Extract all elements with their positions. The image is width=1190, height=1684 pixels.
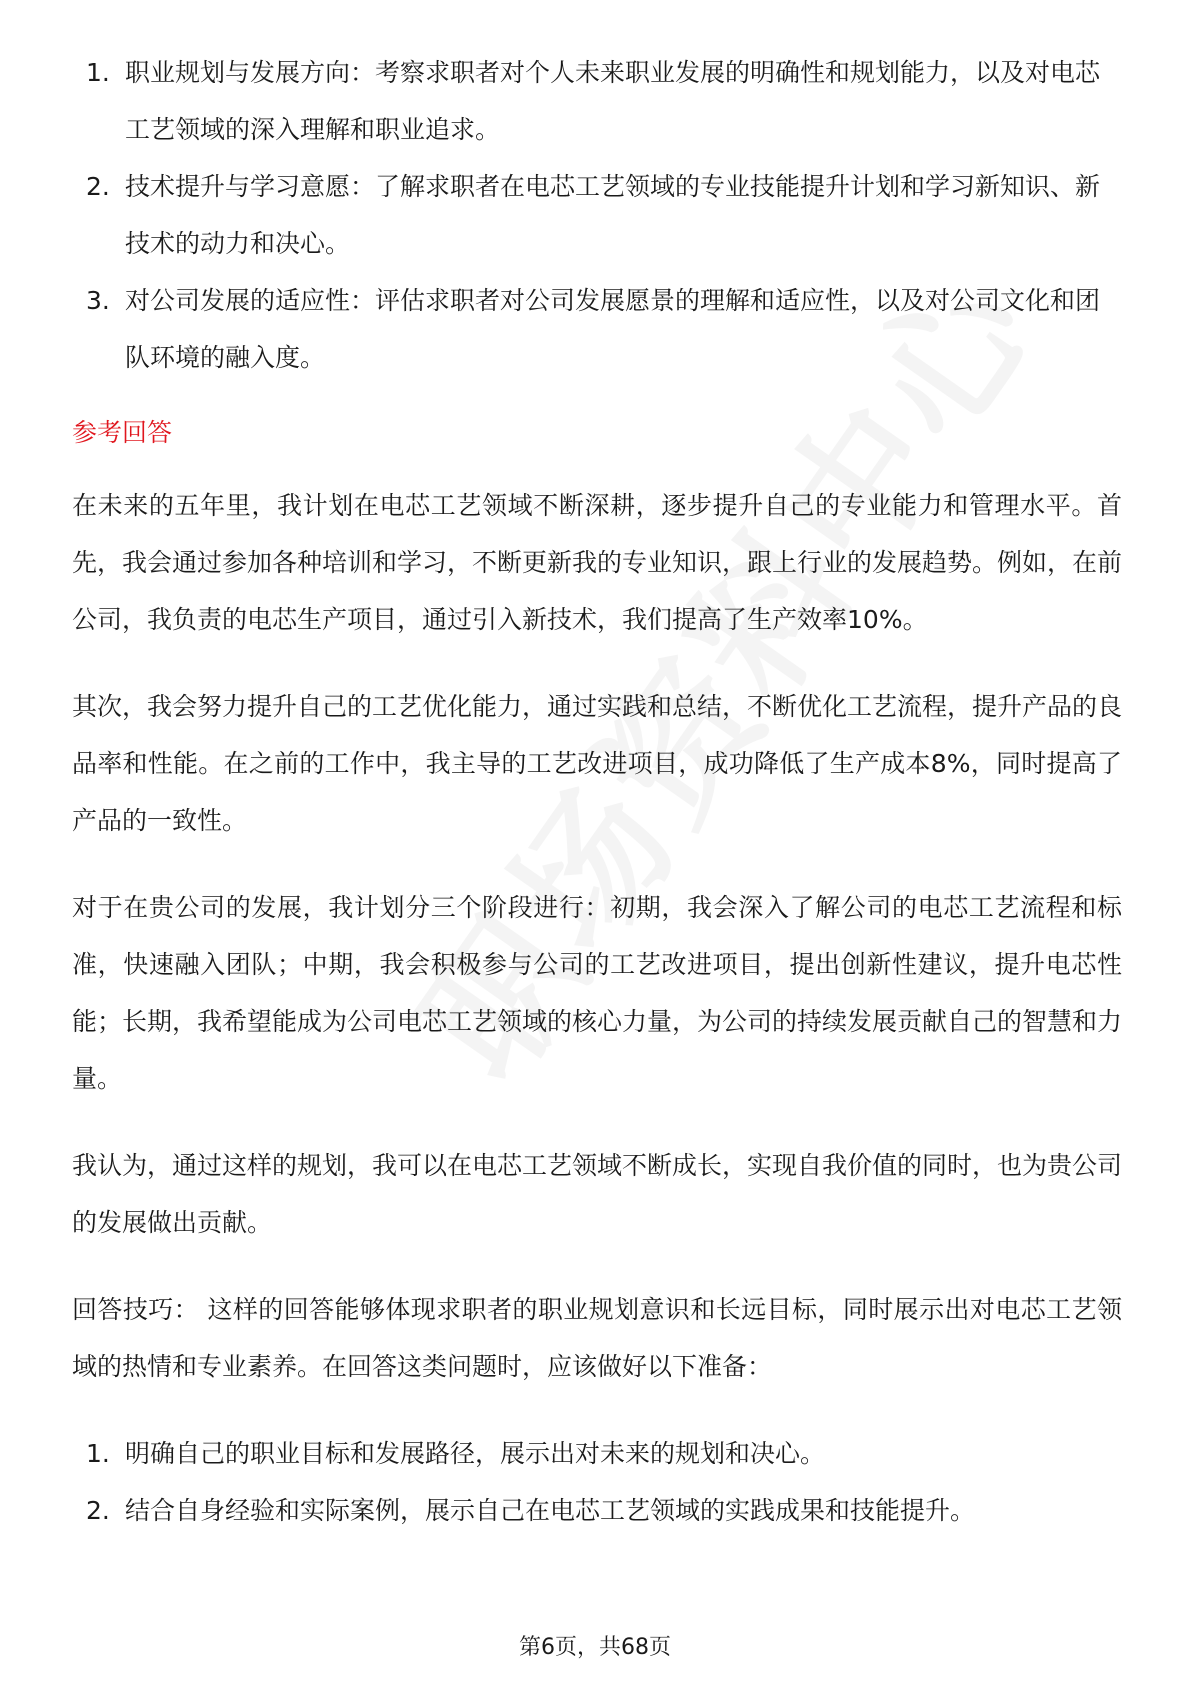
- list-item-text: 职业规划与发展方向：考察求职者对个人未来职业发展的明确性和规划能力，以及对电芯工艺领域的深入理解和职业追求。: [125, 58, 1101, 144]
- list-item: [72, 158, 1122, 272]
- list-number: 1.: [86, 58, 110, 87]
- list-item-text: 对公司发展的适应性：评估求职者对公司发展愿景的理解和适应性，以及对公司文化和团队环境的融入度。: [125, 286, 1101, 372]
- answer-tips-paragraph: 回答技巧： 这样的回答能够体现求职者的职业规划意识和长远目标，同时展示出对电芯工艺领域的热情和专业素养。在回答这类问题时，应该做好以下准备：: [72, 1295, 1122, 1381]
- list-item-text: 技术提升与学习意愿：了解求职者在电芯工艺领域的专业技能提升计划和学习新知识、新技术的动力和决心。: [125, 172, 1101, 258]
- list-item: [72, 1482, 1122, 1539]
- list-item: [72, 44, 1122, 158]
- list-number: 1.: [86, 1439, 110, 1468]
- paragraph: 我认为，通过这样的规划，我可以在电芯工艺领域不断成长，实现自我价值的同时，也为贵公司的发展做出贡献。: [72, 1151, 1123, 1237]
- page-content: [72, 44, 1122, 1539]
- paragraph: 对于在贵公司的发展，我计划分三个阶段进行：初期，我会深入了解公司的电芯工艺流程和标准，快速融入团队；中期，我会积极参与公司的工艺改进项目，提出创新性建议，提升电芯性能；长期，我希望能成为公司电芯工艺领域的核心力量，为公司的持续发展贡献自己的智慧和力量。: [72, 893, 1123, 1093]
- list-number: 2.: [86, 1496, 110, 1525]
- list-item: [72, 1425, 1122, 1482]
- list-number: 3.: [86, 286, 110, 315]
- list-number: 2.: [86, 172, 110, 201]
- list-item-text: 结合自身经验和实际案例，展示自己在电芯工艺领域的实践成果和技能提升。: [125, 1496, 976, 1525]
- answer-heading: 参考回答: [72, 418, 173, 447]
- list-item: [72, 272, 1122, 386]
- paragraph: 在未来的五年里，我计划在电芯工艺领域不断深耕，逐步提升自己的专业能力和管理水平。首先，我会通过参加各种培训和学习，不断更新我的专业知识，跟上行业的发展趋势。例如，在前公司，我负责的电芯生产项目，通过引入新技术，我们提高了生产效率10%。: [72, 491, 1123, 634]
- page-footer: 第6页，共68页: [519, 1635, 671, 1660]
- list-item-text: 明确自己的职业目标和发展路径，展示出对未来的规划和决心。: [125, 1439, 826, 1468]
- tips-list: [72, 1425, 1122, 1539]
- intro-list: [72, 44, 1122, 386]
- paragraph: 其次，我会努力提升自己的工艺优化能力，通过实践和总结，不断优化工艺流程，提升产品的良品率和性能。在之前的工作中，我主导的工艺改进项目，成功降低了生产成本8%，同时提高了产品的一致性。: [72, 692, 1123, 835]
